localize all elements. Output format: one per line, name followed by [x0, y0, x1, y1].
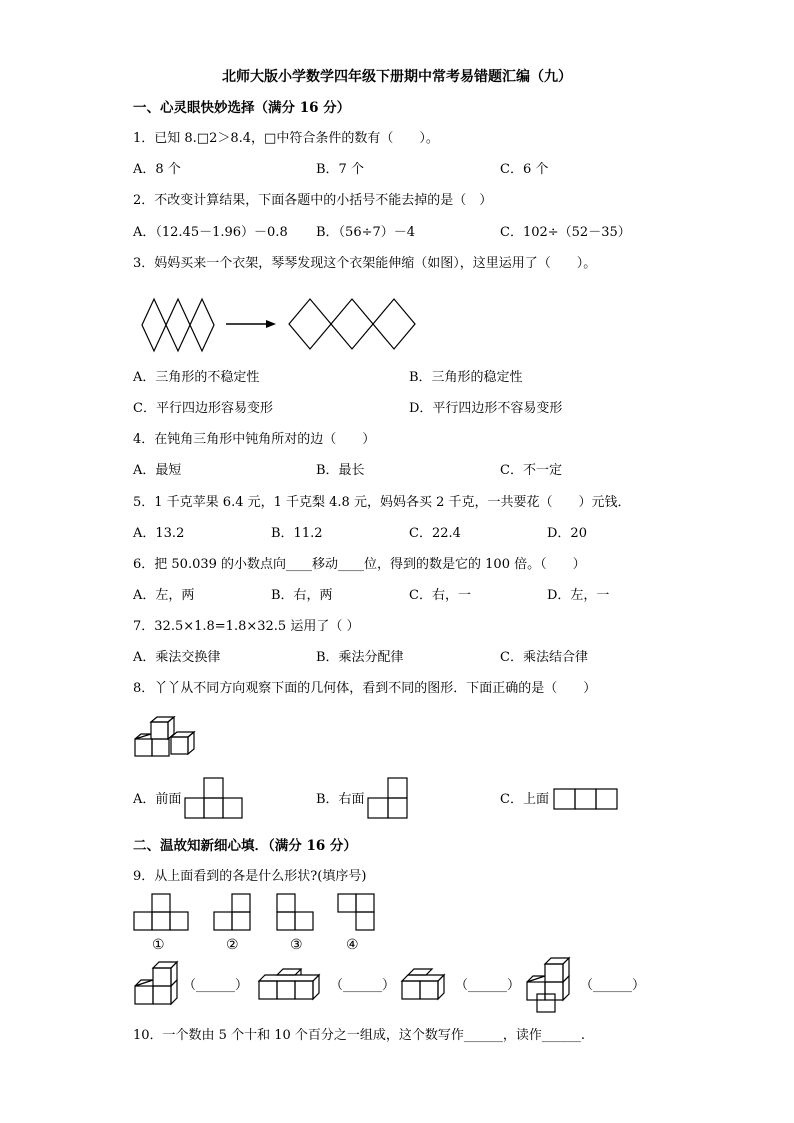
section-1-heading: 一、心灵眼快妙选择（满分 16 分） [133, 100, 351, 116]
q8-option-a-shape [184, 777, 244, 819]
q2-option-b[interactable]: B．（56÷7）－4 [316, 225, 416, 240]
q8-option-b-shape [367, 777, 409, 819]
arrow-right-icon [226, 320, 276, 328]
q7-option-a[interactable]: A．乘法交换律 [133, 650, 221, 665]
q8-option-c[interactable]: C．上面 [500, 792, 549, 807]
q2-option-a[interactable]: A．（12.45－1.96）－0.8 [133, 225, 288, 240]
q9-top-views [133, 893, 393, 935]
q8-option-b[interactable]: B．右面 [316, 792, 365, 807]
q9-solid-1 [133, 958, 183, 1010]
q5-stem: 5．1 千克苹果 6.4 元，1 千克梨 4.8 元，妈妈各买 2 千克，一共要花（ ）元钱． [133, 495, 631, 510]
q9-solid-3 [400, 965, 450, 1007]
q8-solid-figure [133, 720, 195, 760]
q5-option-c[interactable]: C．22.4 [409, 526, 461, 541]
q3-option-c[interactable]: C．平行四边形容易变形 [133, 401, 273, 416]
q8-stem: 8．丫丫从不同方向观察下面的几何体，看到不同的图形．下面正确的是（ ） [133, 681, 597, 696]
q6-option-a[interactable]: A．左，两 [133, 588, 195, 603]
q10-stem: 10．一个数由 5 个十和 10 个百分之一组成，这个数写作______，读作______. [133, 1028, 586, 1043]
q7-option-b[interactable]: B．乘法分配律 [316, 650, 404, 665]
q1-option-a[interactable]: A．8 个 [133, 162, 181, 177]
q4-stem: 4．在钝角三角形中钝角所对的边（ ） [133, 432, 376, 447]
q9-label-3: ③ [290, 937, 303, 953]
q4-option-c[interactable]: C．不一定 [500, 463, 562, 478]
hanger-compressed [142, 299, 214, 351]
hanger-figure [140, 297, 420, 353]
q7-option-c[interactable]: C．乘法结合律 [500, 650, 588, 665]
q5-option-b[interactable]: B．11.2 [271, 526, 323, 541]
q3-option-a[interactable]: A．三角形的不稳定性 [133, 370, 260, 385]
q9-label-4: ④ [346, 937, 359, 953]
page-title: 北师大版小学数学四年级下册期中常考易错题汇编（九） [222, 69, 572, 85]
q7-stem: 7．32.5×1.8=1.8×32.5 运用了（ ） [133, 619, 360, 634]
q9-blank-1[interactable]: （______） [183, 978, 249, 993]
q4-option-b[interactable]: B．最长 [316, 463, 365, 478]
q6-stem: 6．把 50.039 的小数点向____移动____位，得到的数是它的 100 倍。（ ） [133, 557, 586, 572]
q9-blank-3[interactable]: （______） [455, 978, 521, 993]
q9-solid-4 [525, 956, 577, 1014]
q6-option-c[interactable]: C．右，一 [409, 588, 471, 603]
q8-option-a[interactable]: A．前面 [133, 792, 182, 807]
q4-option-a[interactable]: A．最短 [133, 463, 182, 478]
q3-option-d[interactable]: D．平行四边形不容易变形 [409, 401, 563, 416]
q2-stem: 2．不改变计算结果，下面各题中的小括号不能去掉的是（ ） [133, 193, 493, 208]
q9-label-1: ① [152, 937, 165, 953]
q1-option-c[interactable]: C．6 个 [500, 162, 549, 177]
q2-option-c[interactable]: C．102÷（52－35） [500, 225, 631, 240]
q6-option-d[interactable]: D．左，一 [547, 588, 610, 603]
q8-option-c-shape [553, 788, 619, 810]
q9-blank-4[interactable]: （______） [580, 978, 646, 993]
q9-blank-2[interactable]: （______） [330, 978, 396, 993]
q3-stem: 3．妈妈买来一个衣架，琴琴发现这个衣架能伸缩（如图），这里运用了（ ）。 [133, 256, 597, 271]
q3-option-b[interactable]: B．三角形的稳定性 [409, 370, 523, 385]
q9-label-2: ② [226, 937, 239, 953]
q6-option-b[interactable]: B．右，两 [271, 588, 333, 603]
q5-option-d[interactable]: D．20 [547, 526, 587, 541]
q1-stem: 1．已知 8.□2＞8.4，□中符合条件的数有（ ）。 [133, 131, 439, 146]
q1-option-b[interactable]: B．7 个 [316, 162, 364, 177]
q5-option-a[interactable]: A．13.2 [133, 526, 185, 541]
q9-stem: 9．从上面看到的各是什么形状?(填序号) [133, 869, 367, 884]
section-2-heading: 二、温故知新细心填．（满分 16 分） [133, 838, 357, 854]
q9-solid-2 [257, 965, 327, 1007]
hanger-extended [289, 299, 415, 349]
